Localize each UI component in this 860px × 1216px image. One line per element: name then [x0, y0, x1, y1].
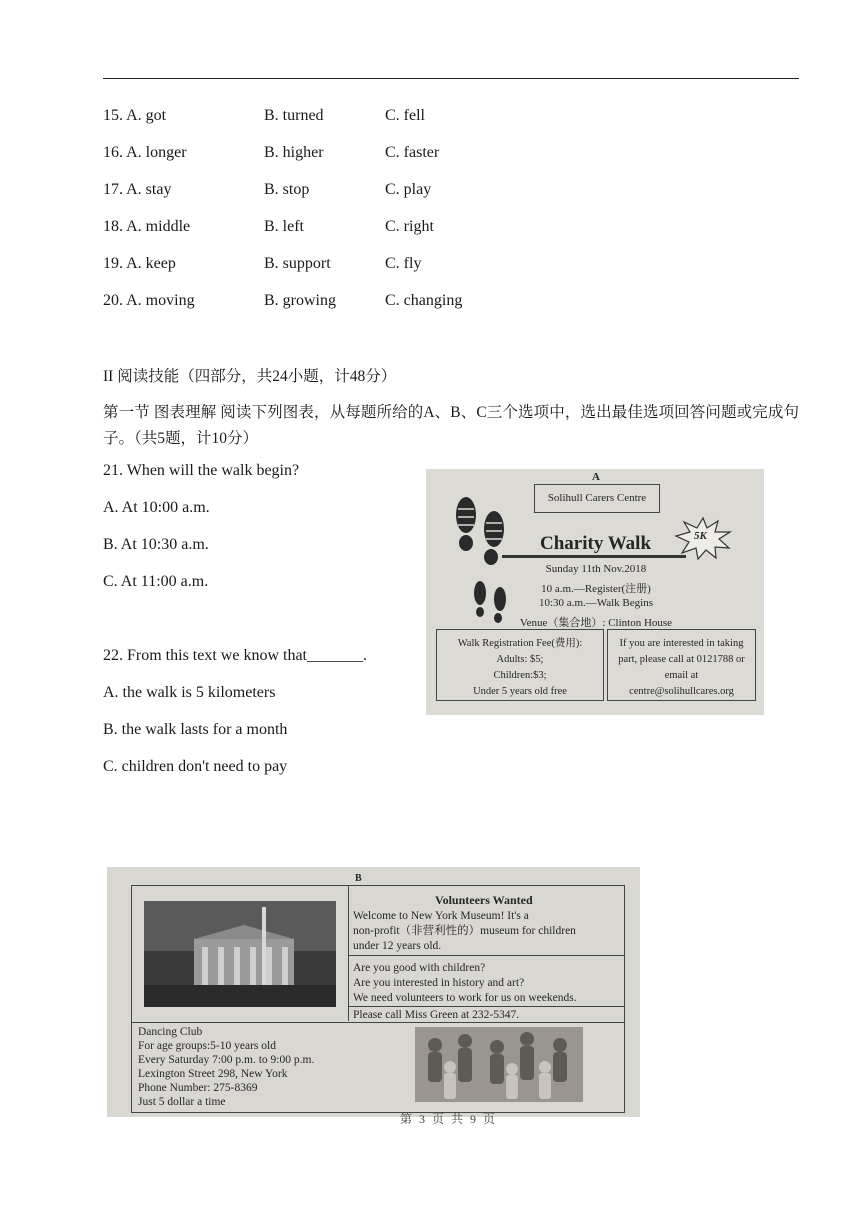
option-b: B. higher: [264, 144, 324, 161]
option-c: C. fly: [385, 255, 422, 272]
fee-line: Walk Registration Fee(费用):: [457, 638, 583, 649]
contact-line: part, please call at 0121788 or: [618, 654, 745, 665]
contact-line: email at: [664, 670, 699, 681]
charity-walk-poster: [426, 469, 764, 715]
volunteer-question: Are you good with children?: [353, 962, 486, 974]
option-a: 17. A. stay: [103, 181, 172, 198]
contact-line: centre@solihullcares.org: [629, 686, 734, 697]
q22-option-c: C. children don't need to pay: [103, 758, 288, 775]
option-b: B. left: [264, 218, 304, 235]
q21-option-a: A. At 10:00 a.m.: [103, 499, 210, 516]
option-a: 20. A. moving: [103, 292, 195, 309]
option-c: C. right: [385, 218, 434, 235]
option-c: C. faster: [385, 144, 440, 161]
register-time: 10 a.m.—Register(注册): [541, 583, 651, 595]
welcome-line: Welcome to New York Museum! It's a: [353, 910, 529, 922]
welcome-line: non-profit（非营利性的）museum for children: [353, 925, 576, 937]
poster-letter: A: [592, 471, 600, 483]
q22-option-b: B. the walk lasts for a month: [103, 721, 288, 738]
question-22: 22. From this text we know that_______.: [103, 647, 367, 664]
event-date: Sunday 11th Nov.2018: [545, 563, 647, 575]
page-footer: 第 3 页 共 9 页: [400, 1112, 498, 1126]
venue: Venue（集合地）: Clinton House: [519, 617, 673, 629]
dancing-kids-photo: [415, 1027, 583, 1102]
volunteer-need: We need volunteers to work for us on weekends.: [353, 992, 577, 1004]
q22-option-a: A. the walk is 5 kilometers: [103, 684, 276, 701]
club-line: For age groups:5-10 years old: [138, 1040, 276, 1052]
fee-line: Adults: $5;: [496, 654, 544, 665]
divider-line: [348, 1006, 625, 1007]
q21-option-b: B. At 10:30 a.m.: [103, 536, 209, 553]
welcome-line: under 12 years old.: [353, 940, 442, 952]
distance-badge: 5K: [694, 530, 707, 542]
option-c: C. changing: [385, 292, 463, 309]
column-divider: [348, 885, 349, 1021]
club-line: Dancing Club: [138, 1026, 203, 1038]
organizer-box: Solihull Carers Centre: [534, 484, 660, 513]
header-rule: [103, 78, 799, 79]
section-intro: 第一节 图表理解 阅读下列图表，从每题所给的A、B、C三个选项中，选出最佳选项回答问题或完成句子。（共5题，计10分）: [103, 404, 799, 447]
section-title: II 阅读技能（四部分，共24小题，计48分）: [103, 368, 397, 385]
museum-photo: [144, 901, 336, 1007]
option-a: 19. A. keep: [103, 255, 176, 272]
title-underline: [502, 555, 686, 558]
divider-line: [348, 955, 625, 956]
q21-option-c: C. At 11:00 a.m.: [103, 573, 209, 590]
option-b: B. support: [264, 255, 331, 272]
poster-letter: B: [355, 873, 362, 884]
volunteer-question: Are you interested in history and art?: [353, 977, 525, 989]
option-b: B. growing: [264, 292, 336, 309]
option-c: C. fell: [385, 107, 425, 124]
club-line: Phone Number: 275-8369: [138, 1082, 258, 1094]
option-a: 15. A. got: [103, 107, 167, 124]
footprints-icon: [444, 491, 514, 641]
volunteers-heading: Volunteers Wanted: [435, 893, 533, 907]
fee-box: [436, 629, 604, 701]
club-line: Every Saturday 7:00 p.m. to 9:00 p.m.: [138, 1054, 315, 1066]
fee-line: Under 5 years old free: [473, 686, 567, 697]
divider-line: [131, 1022, 625, 1023]
poster-title: Charity Walk: [540, 533, 652, 554]
contact-line: If you are interested in taking: [619, 638, 744, 649]
club-line: Just 5 dollar a time: [138, 1096, 226, 1108]
volunteers-poster: [107, 867, 640, 1117]
fee-line: Children:$3;: [493, 670, 547, 681]
question-21: 21. When will the walk begin?: [103, 462, 300, 479]
option-b: B. stop: [264, 181, 310, 198]
option-a: 18. A. middle: [103, 218, 191, 235]
club-line: Lexington Street 298, New York: [138, 1068, 288, 1080]
walk-start-time: 10:30 a.m.—Walk Begins: [539, 597, 653, 609]
option-a: 16. A. longer: [103, 144, 187, 161]
option-b: B. turned: [264, 107, 324, 124]
contact-box: [607, 629, 756, 701]
contact-line: Please call Miss Green at 232-5347.: [353, 1009, 520, 1021]
option-c: C. play: [385, 181, 432, 198]
